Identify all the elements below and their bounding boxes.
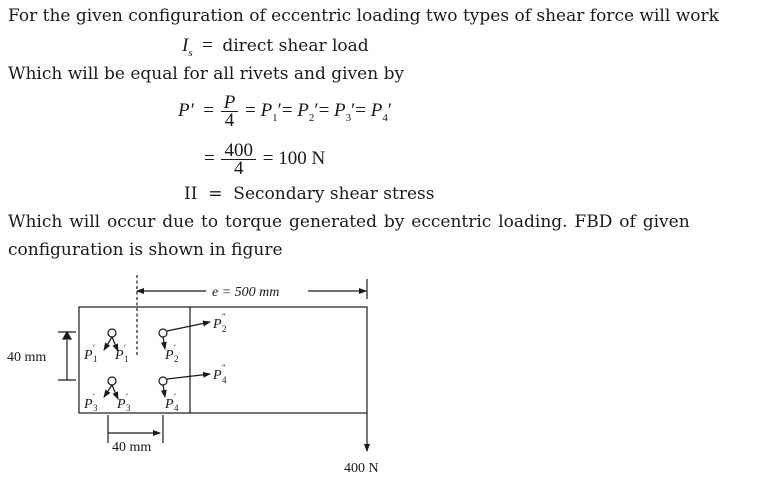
eq2-p3-prime: ′ xyxy=(351,100,356,121)
e-dimension-label: e = 500 mm xyxy=(212,285,280,300)
label-p4: P xyxy=(165,397,174,412)
label-p1-prime: ′ xyxy=(93,343,95,353)
height-dim-arrow xyxy=(63,332,71,339)
label-p1-second-sub: 1 xyxy=(124,354,129,364)
label-p4-double: P xyxy=(213,368,222,383)
intro-text: For the given configuration of eccentric loading two types of shear force will work xyxy=(8,6,719,26)
eq2-lhs: P′ xyxy=(178,100,194,121)
eq3-frac-den: 4 xyxy=(233,158,244,180)
label-p2: P xyxy=(165,348,174,363)
load-label: 400 N xyxy=(344,461,379,476)
force-arrow-1a xyxy=(104,337,112,350)
force-arrow-4b xyxy=(167,374,210,379)
roman-two: II xyxy=(184,184,198,204)
secondary-shear-heading: II = Secondary shear stress xyxy=(184,184,435,204)
eq2-p4: P xyxy=(370,100,383,121)
equation-primary-shear: P′ = $\frac{P}{4}$ = $P_1'= P_2'= P_3'= P_4'$ xyxy=(178,92,393,132)
rivet-4 xyxy=(159,377,167,385)
rivets-text: Which will be equal for all rivets and given by xyxy=(8,64,405,84)
eq2-p1-prime: ′ xyxy=(277,100,282,121)
label-p1-second: P xyxy=(115,348,124,363)
eq3-fraction xyxy=(221,140,256,180)
label-p3-prime: ′ xyxy=(93,392,95,402)
label-p3-second-prime: ′ xyxy=(126,392,128,402)
equation-direct-shear: $I_s$ = direct shear load xyxy=(182,35,369,59)
secondary-shear-text: Secondary shear stress xyxy=(233,184,435,204)
height-dimension-label: 40 mm xyxy=(7,350,47,365)
eq2-p1-sub: 1 xyxy=(272,111,278,124)
eq2-fraction xyxy=(221,92,239,132)
label-p3-second: P xyxy=(117,397,126,412)
eq2-p2-sub: 2 xyxy=(308,111,315,124)
label-p4-prime: ′ xyxy=(174,392,176,402)
eq2-p3-sub: 3 xyxy=(345,111,352,124)
force-arrow-4a xyxy=(163,385,165,397)
label-p2-double-sub: 2 xyxy=(222,324,227,334)
label-p2-sub: 2 xyxy=(174,354,179,364)
torque-text: Which will occur due to torque generated by eccentric loading. FBD of given xyxy=(8,212,690,232)
label-p2-prime: ′ xyxy=(174,343,176,353)
eq1-lhs: I xyxy=(182,35,189,56)
eq2-frac-den: 4 xyxy=(224,110,235,132)
eq2-p1: P xyxy=(260,100,273,121)
fbd-text: configuration is shown in figure xyxy=(8,240,283,260)
force-arrow-2b xyxy=(167,322,210,331)
eq2-p2-prime: ′ xyxy=(314,100,319,121)
label-p4-sub: 4 xyxy=(174,403,179,413)
fbd-figure xyxy=(0,265,760,482)
eq2-p4-prime: ′ xyxy=(387,100,393,121)
eq1-sub: s xyxy=(188,46,193,59)
eq2-p3: P xyxy=(334,100,346,121)
label-p1-second-prime: ′ xyxy=(124,343,126,353)
label-p4-double-prime: ″ xyxy=(222,363,226,373)
rivet-1 xyxy=(108,329,116,337)
eq2-p4-sub: 4 xyxy=(382,111,388,124)
eq2-p2: P xyxy=(297,100,309,121)
label-p1: P xyxy=(84,348,93,363)
eq3-result: 100 N xyxy=(278,148,326,169)
label-p4-double-sub: 4 xyxy=(222,375,227,385)
rivet-3 xyxy=(108,377,116,385)
eq3-frac-num: 400 xyxy=(221,142,256,160)
width-dimension-label: 40 mm xyxy=(112,440,152,455)
label-p3: P xyxy=(84,397,93,412)
eq2-frac-num: P xyxy=(221,94,239,112)
label-p1-sub: 1 xyxy=(93,354,98,364)
rivet-2 xyxy=(159,329,167,337)
force-arrow-3a xyxy=(104,385,112,397)
label-p2-double: P xyxy=(213,317,222,332)
equation-value: = $\frac{400}{4}$ = 100 N xyxy=(204,140,326,180)
eq1-rhs: direct shear load xyxy=(222,36,369,56)
label-p3-second-sub: 3 xyxy=(126,403,131,413)
label-p3-sub: 3 xyxy=(93,403,98,413)
label-p2-double-prime: ″ xyxy=(222,312,226,322)
